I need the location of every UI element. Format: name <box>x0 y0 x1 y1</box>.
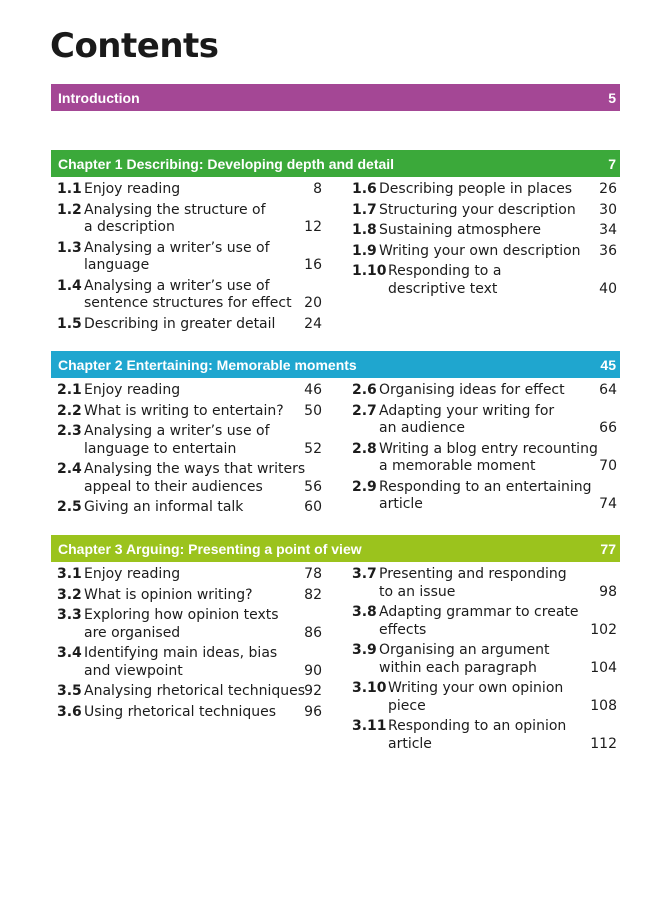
section-title-line: article <box>388 735 432 752</box>
section-title-line: Writing your own opinion <box>388 680 564 696</box>
section-title-line: an audience <box>379 420 465 436</box>
toc-entry-1-4[interactable] <box>57 278 322 313</box>
toc-entry-1-2[interactable] <box>57 202 322 237</box>
page-number: 66 <box>599 420 617 436</box>
toc-entry-1-5[interactable] <box>57 316 322 334</box>
section-title-line: descriptive text <box>388 280 498 297</box>
section-title-line: appeal to their audiences <box>84 478 263 495</box>
chapter-2-bar[interactable] <box>51 351 620 378</box>
section-title-line: article <box>379 496 423 512</box>
section-title-line: Sustaining atmosphere <box>379 222 541 238</box>
page-number: 78 <box>304 566 322 582</box>
section-title-line: Identifying main ideas, bias <box>84 645 278 661</box>
page-number: 60 <box>304 499 322 515</box>
section-number: 3.11 <box>352 718 387 734</box>
page-number: 12 <box>304 219 322 235</box>
section-title-line: effects <box>379 621 427 638</box>
section-number: 1.1 <box>57 181 82 197</box>
toc-entry-2-3[interactable] <box>57 423 322 458</box>
page-number: 92 <box>304 683 322 699</box>
page-number: 52 <box>304 440 322 457</box>
section-number: 1.9 <box>352 242 377 259</box>
chapter-2-page: 45 <box>600 357 616 373</box>
section-title-line: to an issue <box>379 583 456 600</box>
section-title-line: Enjoy reading <box>84 566 181 582</box>
section-number: 3.9 <box>352 642 377 658</box>
page-number: 82 <box>304 586 322 603</box>
toc-entry-2-9[interactable] <box>352 479 617 514</box>
section-number: 1.2 <box>57 201 82 218</box>
section-title-line: a description <box>84 219 175 235</box>
section-title-line: What is writing to entertain? <box>84 402 284 419</box>
introduction-bar[interactable] <box>51 84 620 111</box>
section-number: 1.8 <box>352 222 377 238</box>
section-number: 3.10 <box>352 680 387 696</box>
section-number: 1.3 <box>57 239 82 256</box>
page-number: 90 <box>304 662 322 679</box>
section-title-line: Analysing rhetorical techniques <box>84 683 306 699</box>
section-number: 3.7 <box>352 566 377 582</box>
toc-entry-3-2[interactable] <box>57 587 322 605</box>
page-number: 46 <box>304 382 322 398</box>
section-title-line: Using rhetorical techniques <box>84 703 277 720</box>
page-number: 16 <box>304 257 322 273</box>
toc-entry-3-7[interactable] <box>352 566 617 601</box>
section-title-line: Writing your own description <box>379 242 581 259</box>
section-title-line: Responding to an opinion <box>388 718 567 734</box>
page-number: 64 <box>599 382 617 398</box>
section-title-line: Adapting grammar to create <box>379 604 579 620</box>
section-title-line: Analysing a writer’s use of <box>84 239 270 256</box>
toc-entry-2-6[interactable] <box>352 382 617 400</box>
section-title-line: a memorable moment <box>379 458 536 474</box>
toc-entry-1-10[interactable] <box>352 263 617 298</box>
page-number: 74 <box>599 496 617 512</box>
section-number: 2.3 <box>57 423 82 439</box>
chapter-1-page: 7 <box>608 156 616 172</box>
section-number: 3.2 <box>57 586 82 603</box>
toc-entry-2-1[interactable] <box>57 382 322 400</box>
section-number: 2.1 <box>57 382 82 398</box>
page-number: 30 <box>599 201 617 218</box>
section-title-line: Analysing a writer’s use of <box>84 423 270 439</box>
chapter-3-page: 77 <box>600 541 616 557</box>
introduction-page: 5 <box>608 90 616 106</box>
section-title-line: Giving an informal talk <box>84 499 244 515</box>
chapter-2-title: Chapter 2 Entertaining: Memorable moments <box>58 357 357 373</box>
page-number: 104 <box>590 659 617 676</box>
page-number: 20 <box>304 295 322 311</box>
section-number: 2.4 <box>57 461 82 477</box>
toc-entry-1-3[interactable] <box>57 240 322 275</box>
section-title-line: Enjoy reading <box>84 181 181 197</box>
page-title: Contents <box>50 26 219 66</box>
page-number: 102 <box>590 621 617 638</box>
toc-entry-1-6[interactable] <box>352 181 617 199</box>
section-number: 1.7 <box>352 201 377 218</box>
page-number: 86 <box>304 624 322 641</box>
toc-entry-2-5[interactable] <box>57 499 322 517</box>
section-title-line: Writing a blog entry recounting <box>379 440 598 457</box>
section-title-line: language to entertain <box>84 440 237 457</box>
section-title-line: piece <box>388 697 426 714</box>
section-number: 2.9 <box>352 478 377 495</box>
toc-entry-3-4[interactable] <box>57 645 322 680</box>
page-number: 112 <box>590 735 617 752</box>
page-number: 24 <box>304 315 322 332</box>
section-title-line: within each paragraph <box>379 659 537 676</box>
section-number: 2.5 <box>57 499 82 515</box>
section-title-line: Enjoy reading <box>84 382 181 398</box>
section-title-line: Organising ideas for effect <box>379 382 565 398</box>
toc-entry-1-9[interactable] <box>352 243 617 261</box>
page-number: 40 <box>599 280 617 297</box>
section-title-line: Analysing the ways that writers <box>84 461 306 477</box>
section-number: 3.1 <box>57 566 82 582</box>
section-title-line: Presenting and responding <box>379 566 567 582</box>
page-number: 50 <box>304 402 322 419</box>
toc-entry-3-10[interactable] <box>352 680 617 715</box>
chapter-3-bar[interactable] <box>51 535 620 562</box>
section-number: 1.10 <box>352 263 387 279</box>
page-number: 98 <box>599 583 617 600</box>
toc-entry-3-3[interactable] <box>57 607 322 642</box>
toc-entry-3-11[interactable] <box>352 718 617 753</box>
section-title-line: language <box>84 257 150 273</box>
chapter-1-title: Chapter 1 Describing: Developing depth and detail <box>58 156 395 172</box>
section-number: 2.6 <box>352 382 377 398</box>
section-title-line: Analysing the structure of <box>84 201 266 218</box>
section-title-line: and viewpoint <box>84 662 183 679</box>
section-number: 3.4 <box>57 645 82 661</box>
section-title-line: Analysing a writer’s use of <box>84 277 270 294</box>
introduction-label: Introduction <box>58 90 140 106</box>
section-title-line: Describing people in places <box>379 181 573 197</box>
section-title-line: are organised <box>84 624 181 641</box>
toc-entry-2-2[interactable] <box>57 403 322 421</box>
toc-entry-3-9[interactable] <box>352 642 617 677</box>
section-title-line: Structuring your description <box>379 201 576 218</box>
section-number: 3.6 <box>57 703 82 720</box>
toc-entry-3-5[interactable] <box>57 683 322 701</box>
section-number: 3.3 <box>57 607 82 623</box>
section-title-line: sentence structures for effect <box>84 295 292 311</box>
toc-entry-3-8[interactable] <box>352 604 617 639</box>
toc-entry-1-1[interactable] <box>57 181 322 199</box>
page-number: 56 <box>304 478 322 495</box>
section-title-line: Adapting your writing for <box>379 402 555 419</box>
page-number: 8 <box>313 181 322 197</box>
section-number: 3.8 <box>352 604 377 620</box>
section-number: 1.6 <box>352 181 377 197</box>
toc-entry-3-6[interactable] <box>57 704 322 722</box>
toc-entry-1-8[interactable] <box>352 222 617 240</box>
page-number: 108 <box>590 697 617 714</box>
page-number: 26 <box>599 181 617 197</box>
section-number: 2.8 <box>352 440 377 457</box>
section-number: 2.2 <box>57 402 82 419</box>
toc-entry-2-8[interactable] <box>352 441 617 476</box>
section-title-line: Organising an argument <box>379 642 550 658</box>
page-number: 34 <box>599 222 617 238</box>
chapter-3-title: Chapter 3 Arguing: Presenting a point of view <box>58 541 362 557</box>
toc-entry-2-7[interactable] <box>352 403 617 438</box>
section-title-line: What is opinion writing? <box>84 586 253 603</box>
toc-entry-1-7[interactable] <box>352 202 617 220</box>
section-number: 3.5 <box>57 683 82 699</box>
section-title-line: Responding to a <box>388 263 502 279</box>
section-number: 2.7 <box>352 402 377 419</box>
page-number: 96 <box>304 703 322 720</box>
chapter-1-bar[interactable] <box>51 150 620 177</box>
section-title-line: Describing in greater detail <box>84 315 276 332</box>
page-number: 70 <box>599 458 617 474</box>
section-title-line: Responding to an entertaining <box>379 478 592 495</box>
section-title-line: Exploring how opinion texts <box>84 607 279 623</box>
toc-entry-2-4[interactable] <box>57 461 322 496</box>
page-number: 36 <box>599 242 617 259</box>
section-number: 1.5 <box>57 315 82 332</box>
section-number: 1.4 <box>57 277 82 294</box>
toc-entry-3-1[interactable] <box>57 566 322 584</box>
